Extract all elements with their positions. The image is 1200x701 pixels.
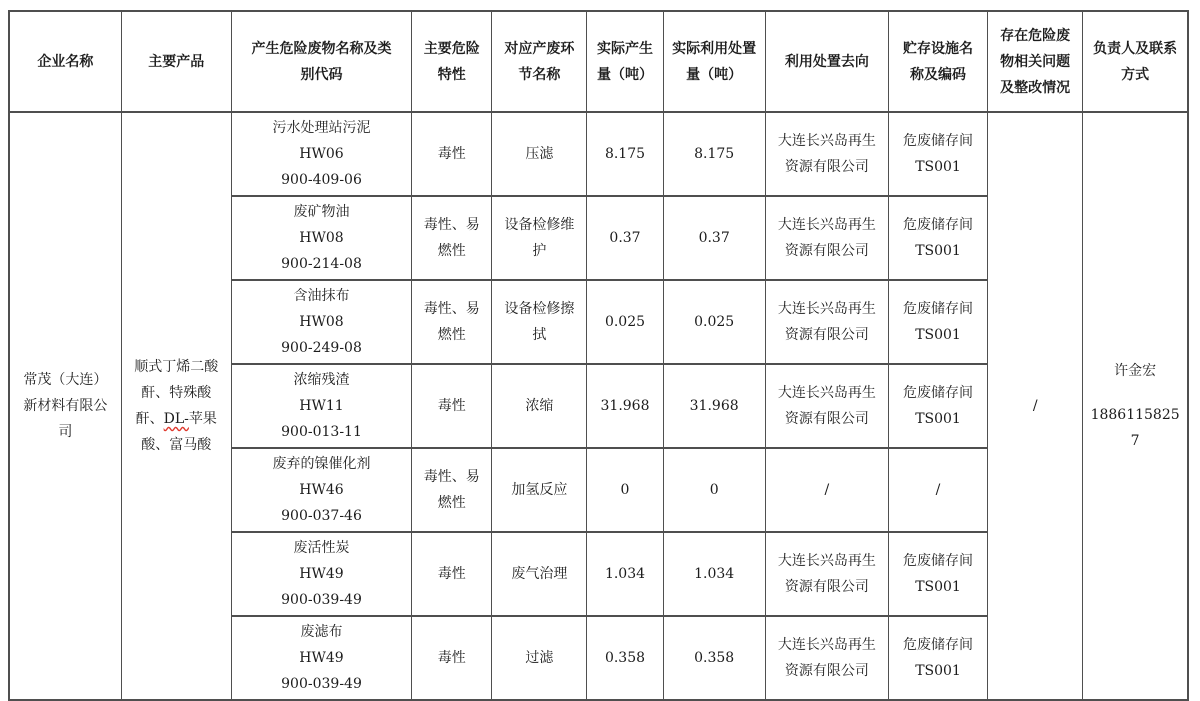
header-disposed-amount: 实际利用处置量（吨） bbox=[663, 11, 765, 112]
waste-hw-class: HW08 bbox=[299, 230, 344, 246]
storage-name: 危废储存间 bbox=[903, 217, 974, 233]
waste-name: 废矿物油 bbox=[293, 204, 350, 220]
produced-cell: 1.034 bbox=[587, 532, 663, 616]
storage-name: 危废储存间 bbox=[903, 553, 974, 569]
header-products: 主要产品 bbox=[121, 11, 231, 112]
storage-cell bbox=[888, 112, 987, 196]
stage-cell: 设备检修维护 bbox=[492, 196, 587, 280]
main-products-cell bbox=[121, 112, 231, 700]
storage-code: TS001 bbox=[915, 159, 961, 175]
waste-name-cell bbox=[231, 196, 411, 280]
stage-cell: 浓缩 bbox=[492, 364, 587, 448]
hazard-cell: 毒性、易燃性 bbox=[412, 196, 492, 280]
contact-cell bbox=[1083, 112, 1188, 700]
storage-code: TS001 bbox=[915, 579, 961, 595]
waste-name-cell bbox=[231, 364, 411, 448]
destination-cell: 大连长兴岛再生资源有限公司 bbox=[765, 532, 888, 616]
waste-name-cell bbox=[231, 448, 411, 532]
products-text-part1: 顺式丁烯二酸酐、特殊酸酐、 bbox=[134, 359, 219, 427]
destination-cell: 大连长兴岛再生资源有限公司 bbox=[765, 280, 888, 364]
destination-cell: 大连长兴岛再生资源有限公司 bbox=[765, 616, 888, 700]
destination-cell: 大连长兴岛再生资源有限公司 bbox=[765, 112, 888, 196]
stage-cell: 废气治理 bbox=[492, 532, 587, 616]
header-issues: 存在危险废物相关问题及整改情况 bbox=[988, 11, 1083, 112]
waste-name: 污水处理站污泥 bbox=[272, 120, 371, 136]
stage-cell: 加氢反应 bbox=[492, 448, 587, 532]
storage-cell bbox=[888, 532, 987, 616]
waste-code: 900-037-46 bbox=[281, 508, 362, 524]
company-name-cell: 常茂（大连）新材料有限公司 bbox=[9, 112, 121, 700]
produced-cell: 0 bbox=[587, 448, 663, 532]
waste-hw-class: HW46 bbox=[299, 482, 344, 498]
produced-cell: 0.37 bbox=[587, 196, 663, 280]
waste-hw-class: HW49 bbox=[299, 566, 344, 582]
disposed-cell: 0.37 bbox=[663, 196, 765, 280]
waste-code: 900-214-08 bbox=[281, 256, 362, 272]
hazard-cell: 毒性 bbox=[412, 616, 492, 700]
waste-name-cell bbox=[231, 280, 411, 364]
header-contact: 负责人及联系方式 bbox=[1083, 11, 1188, 112]
waste-name-cell bbox=[231, 112, 411, 196]
disposed-cell: 31.968 bbox=[663, 364, 765, 448]
produced-cell: 8.175 bbox=[587, 112, 663, 196]
table-row bbox=[9, 112, 1188, 196]
storage-name: 危废储存间 bbox=[903, 385, 974, 401]
waste-name-cell bbox=[231, 532, 411, 616]
stage-cell: 压滤 bbox=[492, 112, 587, 196]
issues-cell: / bbox=[988, 112, 1083, 700]
stage-cell: 设备检修擦拭 bbox=[492, 280, 587, 364]
produced-cell: 31.968 bbox=[587, 364, 663, 448]
waste-name: 废弃的镍催化剂 bbox=[272, 456, 371, 472]
waste-name: 废活性炭 bbox=[293, 540, 350, 556]
disposed-cell: 0.025 bbox=[663, 280, 765, 364]
storage-code: TS001 bbox=[915, 663, 961, 679]
waste-code: 900-013-11 bbox=[281, 424, 362, 440]
disposed-cell: 1.034 bbox=[663, 532, 765, 616]
header-waste-name-code: 产生危险废物名称及类别代码 bbox=[231, 11, 411, 112]
waste-code: 900-039-49 bbox=[281, 592, 362, 608]
header-company: 企业名称 bbox=[9, 11, 121, 112]
products-text-part2: 苹果酸、富马酸 bbox=[141, 411, 217, 453]
produced-cell: 0.358 bbox=[587, 616, 663, 700]
stage-cell: 过滤 bbox=[492, 616, 587, 700]
products-text-spellchecked: DL- bbox=[163, 411, 189, 427]
table-header-row bbox=[9, 11, 1188, 112]
storage-name: 危废储存间 bbox=[903, 637, 974, 653]
waste-hw-class: HW49 bbox=[299, 650, 344, 666]
waste-name: 浓缩残渣 bbox=[293, 372, 350, 388]
hazard-cell: 毒性 bbox=[412, 364, 492, 448]
waste-code: 900-409-06 bbox=[281, 172, 362, 188]
destination-cell: / bbox=[765, 448, 888, 532]
destination-cell: 大连长兴岛再生资源有限公司 bbox=[765, 196, 888, 280]
header-storage-facility: 贮存设施名称及编码 bbox=[888, 11, 987, 112]
disposed-cell: 8.175 bbox=[663, 112, 765, 196]
storage-cell bbox=[888, 448, 987, 532]
storage-cell bbox=[888, 280, 987, 364]
waste-code: 900-249-08 bbox=[281, 340, 362, 356]
waste-code: 900-039-49 bbox=[281, 676, 362, 692]
storage-cell bbox=[888, 364, 987, 448]
waste-hw-class: HW06 bbox=[299, 146, 344, 162]
produced-cell: 0.025 bbox=[587, 280, 663, 364]
header-hazard-trait: 主要危险特性 bbox=[412, 11, 492, 112]
storage-code: TS001 bbox=[915, 327, 961, 343]
storage-name: / bbox=[935, 482, 941, 498]
hazard-cell: 毒性 bbox=[412, 532, 492, 616]
waste-name: 含油抹布 bbox=[293, 288, 350, 304]
storage-cell bbox=[888, 616, 987, 700]
header-produced-amount: 实际产生量（吨） bbox=[587, 11, 663, 112]
storage-cell bbox=[888, 196, 987, 280]
destination-cell: 大连长兴岛再生资源有限公司 bbox=[765, 364, 888, 448]
disposed-cell: 0 bbox=[663, 448, 765, 532]
waste-hw-class: HW08 bbox=[299, 314, 344, 330]
storage-code: TS001 bbox=[915, 243, 961, 259]
waste-hw-class: HW11 bbox=[299, 398, 344, 414]
hazard-cell: 毒性 bbox=[412, 112, 492, 196]
contact-name: 许金宏 bbox=[1114, 363, 1157, 379]
waste-name: 废滤布 bbox=[300, 624, 343, 640]
hazardous-waste-table bbox=[8, 10, 1189, 701]
contact-phone: 18861158257 bbox=[1090, 407, 1180, 449]
storage-name: 危废储存间 bbox=[903, 133, 974, 149]
header-disposal-destination: 利用处置去向 bbox=[765, 11, 888, 112]
header-process-stage: 对应产废环节名称 bbox=[492, 11, 587, 112]
hazard-cell: 毒性、易燃性 bbox=[412, 448, 492, 532]
disposed-cell: 0.358 bbox=[663, 616, 765, 700]
hazard-cell: 毒性、易燃性 bbox=[412, 280, 492, 364]
storage-code: TS001 bbox=[915, 411, 961, 427]
waste-name-cell bbox=[231, 616, 411, 700]
storage-name: 危废储存间 bbox=[903, 301, 974, 317]
